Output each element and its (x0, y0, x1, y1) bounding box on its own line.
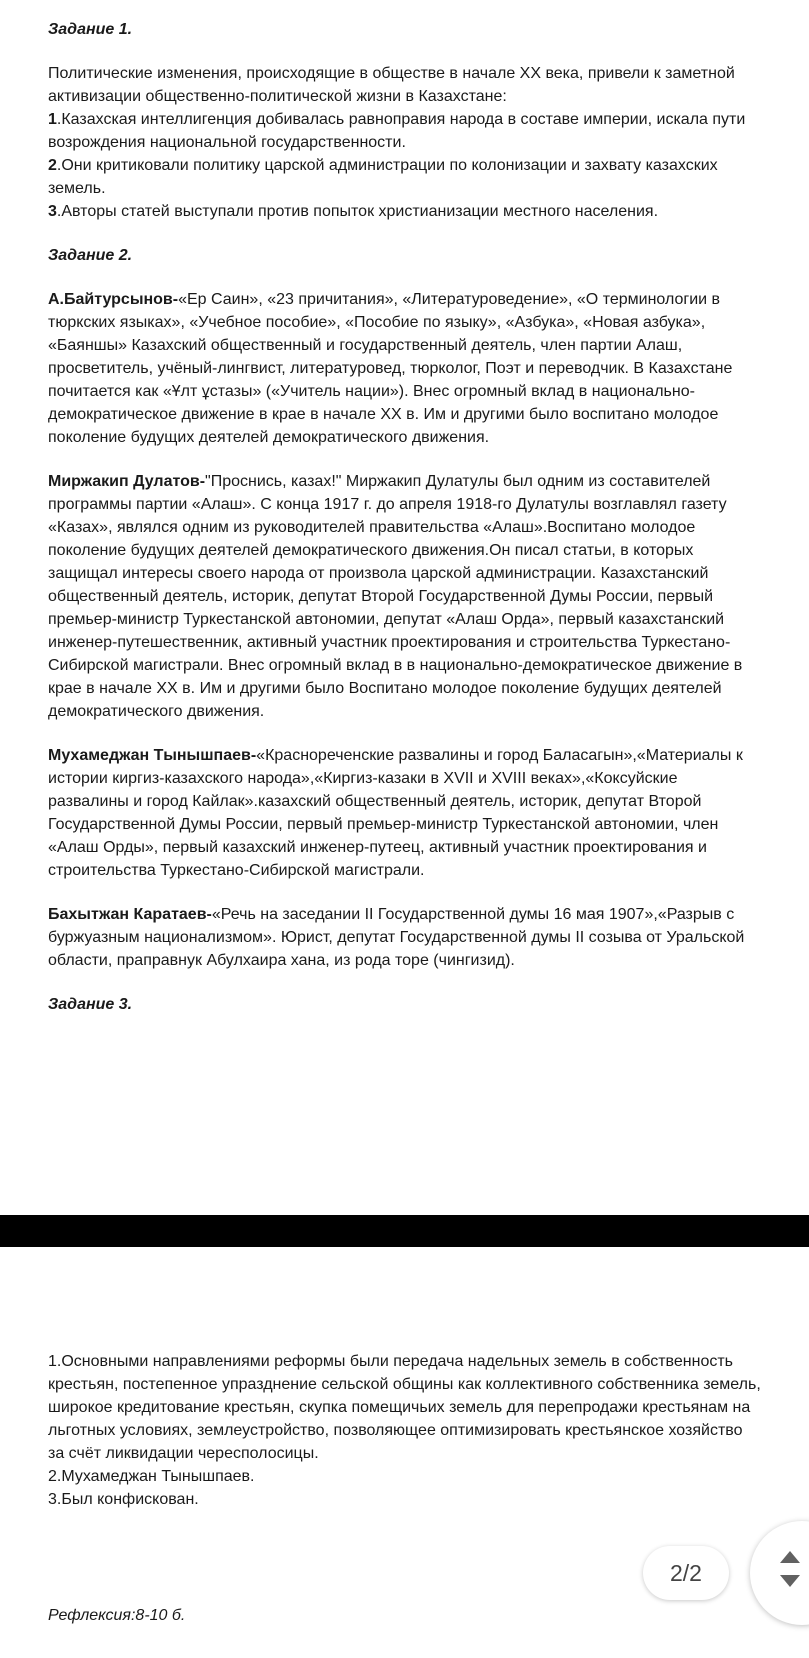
task3-answer: 3.Был конфискован. (48, 1491, 199, 1508)
page-divider (0, 1215, 809, 1247)
task1-item (48, 200, 761, 223)
task1-item-text: .Казахская интеллигенция добивалась равноправия народа в составе империи, искала пути возрождения национальной государственности. (48, 111, 746, 151)
task1-item-text: .Авторы статей выступали против попыток христианизации местного населения. (56, 203, 659, 220)
page-indicator: 2/2 (643, 1546, 729, 1600)
person-name: Бахытжан Каратаев- (48, 906, 212, 923)
chevron-up-icon[interactable] (780, 1551, 800, 1563)
person-name: А.Байтурсынов- (48, 291, 179, 308)
person-text: «Краснореченские развалины и город Баласагын»,«Материалы к истории киргиз-казахского народа»,«Киргиз-казаки в XVII и XVIII веках»,«Коксуйские развалины и город Кайлак».казахский общественный деятель, историк, депутат Второй Государственной Думы России, первый премьер-министр Туркестанской автономии, член «Алаш Орды», первый казахский инженер-путеец, активный участник проектирования и строительства Туркестано-Сибирской магистрали. (48, 747, 743, 879)
task1-item-number: 2 (48, 157, 57, 174)
person-entry (48, 470, 761, 723)
task1-item-text: .Они критиковали политику царской администрации по колонизации и захвату казахских земель. (48, 157, 718, 197)
task2-heading: Задание 2. (48, 247, 133, 264)
person-entry (48, 288, 761, 449)
task1-item (48, 154, 761, 200)
person-name: Мухамеджан Тынышпаев- (48, 747, 257, 764)
chevron-down-icon[interactable] (780, 1575, 800, 1587)
person-text: «Ер Саин», «23 причитания», «Литературоведение», «О терминологии в тюркских языках», «Учебное пособие», «Пособие по языку», «Азбука», «Новая азбука», «Баяншы» Казахский общественный и государственный деятель, член партии Алаш, просветитель, учёный-лингвист, литературовед, тюрколог, Поэт и переводчик. В Казахстане почитается как «Ұлт ұстазы» («Учитель нации»). Внес огромный вклад в национально-демократическое движение в крае в начале XX в. Им и другими было воспитано молодое поколение будущих деятелей демократического движения. (48, 291, 733, 446)
person-text: «Речь на заседании II Государственной думы 16 мая 1907»,«Разрыв с буржуазным национализмом». Юрист, депутат Государственной думы II созыва от Уральской области, праправнук Абулхаира хана, из рода торе (чингизид). (48, 906, 745, 969)
task1-item-number: 1 (48, 111, 57, 128)
person-name: Миржакип Дулатов- (48, 473, 206, 490)
task3-answer: 2.Мухамеджан Тынышпаев. (48, 1468, 255, 1485)
document-page-2 (0, 1350, 809, 1511)
task1-intro: Политические изменения, происходящие в обществе в начале XX века, привели к заметной активизации общественно-политической жизни в Казахстане: (48, 65, 735, 105)
person-entry (48, 744, 761, 882)
reflection-note: Рефлексия:8-10 б. (48, 1607, 186, 1624)
document-page-1 (0, 18, 809, 1016)
person-entry (48, 903, 761, 972)
task1-heading: Задание 1. (48, 21, 133, 38)
task1-item-number: 3 (48, 203, 57, 220)
task3-answer: 1.Основными направлениями реформы были передача надельных земель в собственность крестьян, постепенное упразднение сельской общины как коллективного собственника земель, широкое кредитование крестьян, скупка помещичьих земель для перепродажи крестьянам на льготных условиях, землеустройство, позволяющее оптимизировать крестьянское хозяйство за счёт ликвидации чересполосицы. (48, 1353, 761, 1462)
page-scroll-control[interactable] (750, 1521, 809, 1625)
person-text: "Проснись, казах!" Миржакип Дулатулы был одним из составителей программы партии «Алаш». С конца 1917 г. до апреля 1918-го Дулатулы возглавлял газету «Казах», являлся одним из руководителей правительства «Алаш».Воспитано молодое поколение будущих деятелей демократического движения.Он писал статьи, в которых защищал интересы своего народа от произвола царской администрации. Казахстанский общественный деятель, историк, депутат Второй Государственной Думы России, первый премьер-министр Туркестанской автономии, депутат «Алаш Орда», первый казахстанский инженер-путешественник, активный участник проектирования и строительства Туркестано-Сибирской магистрали. Внес огромный вклад в в национально-демократическое движение в крае в начале XX в. Им и другими было Воспитано молодое поколение будущих деятелей демократического движения. (48, 473, 743, 720)
task3-heading: Задание 3. (48, 996, 133, 1013)
task1-item (48, 108, 761, 154)
